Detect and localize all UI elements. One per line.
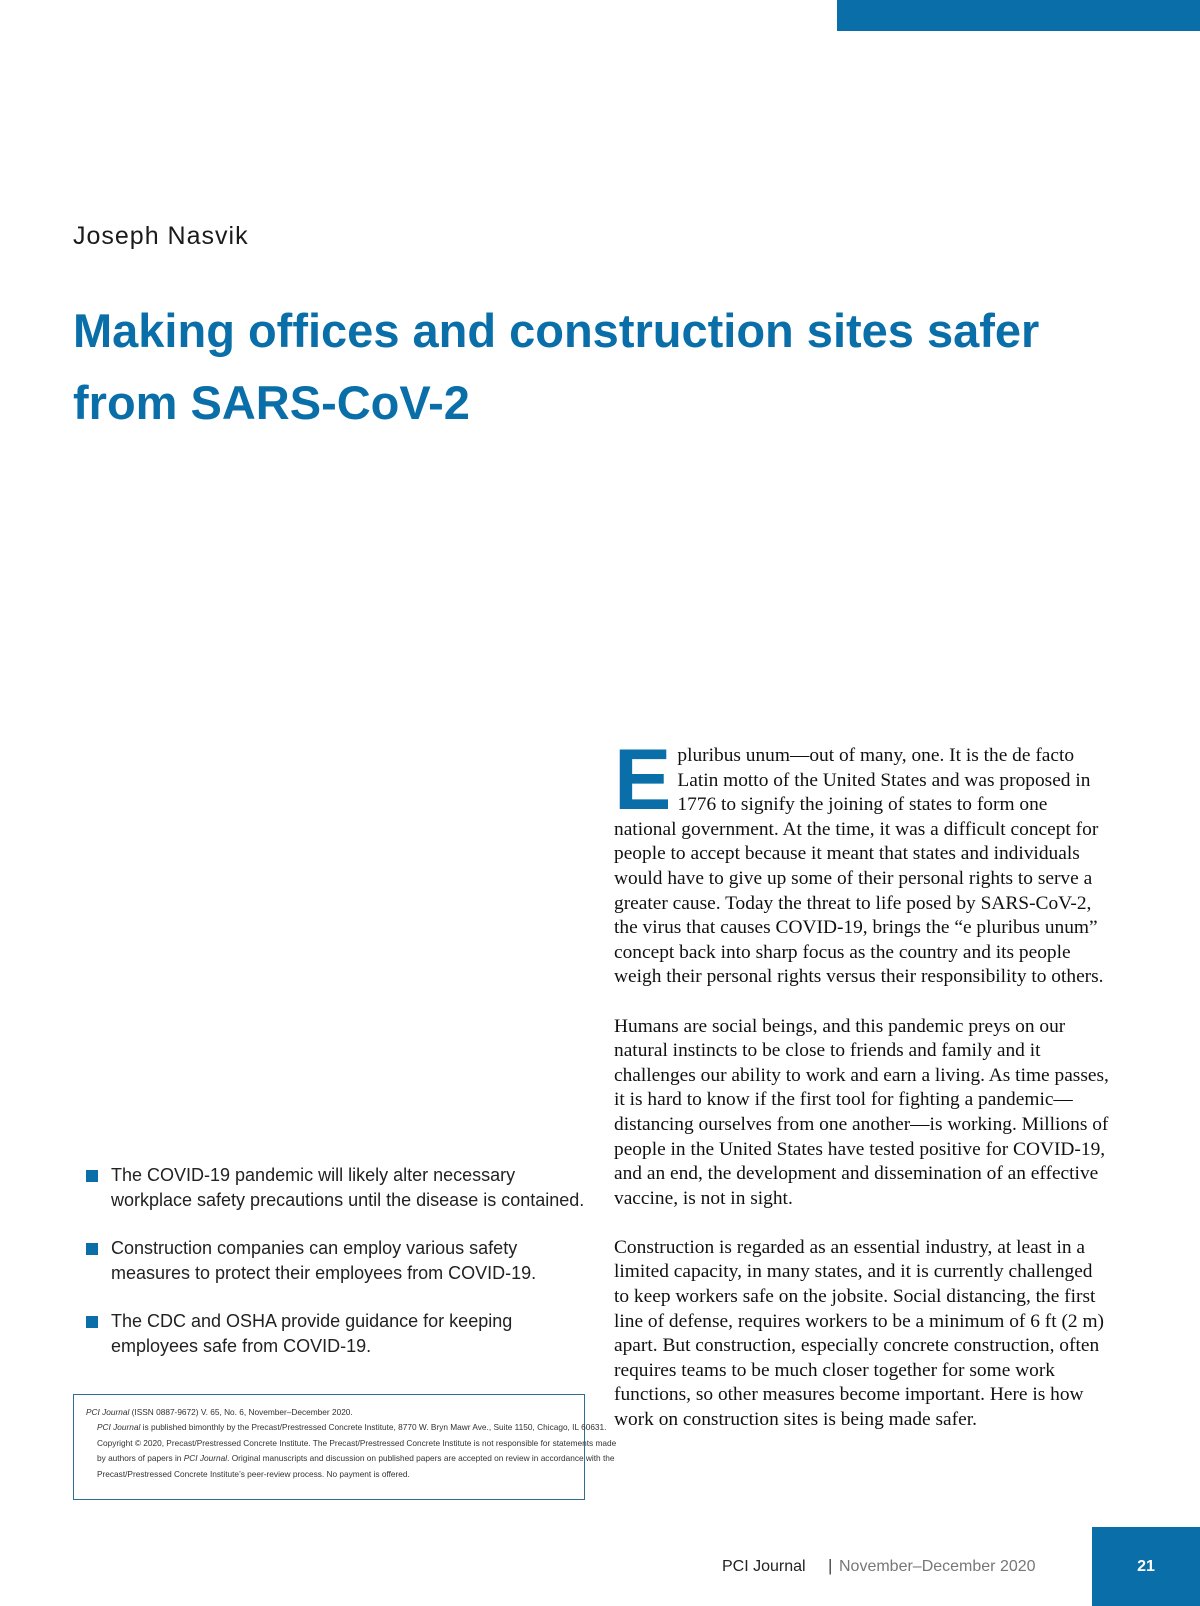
published-line: PCI Journal is published bimonthly by the Precast/Prestressed Concrete Institute, 8770 W. Bryn Mawr Ave., Suite 1150, Chicago, IL 60631. [97,1422,607,1433]
article-title: Making offices and construction sites safer from SARS-CoV-2 [73,304,1040,429]
highlight-text: The CDC and OSHA provide guidance for keeping employees safe from COVID-19. [111,1311,513,1356]
authors-line: by authors of papers in PCI Journal. Original manuscripts and discussion on published papers are accepted on review in accordance with the [97,1453,615,1464]
page-number: 21 [1137,1558,1155,1575]
square-bullet-icon [86,1316,98,1328]
issn-line: PCI Journal (ISSN 0887-9672) V. 65, No. 6, November–December 2020. [86,1407,353,1417]
article-body [614,732,1110,1457]
square-bullet-icon [86,1170,98,1182]
publication-info-box [73,1394,617,1500]
paragraph-1 [614,732,1110,990]
highlight-item [86,1236,586,1285]
highlight-text: The COVID-19 pandemic will likely alter necessary workplace safety precautions until the disease is contained. [111,1165,585,1210]
footer-separator: | [828,1556,833,1575]
square-bullet-icon [86,1243,98,1255]
copyright-line: Copyright © 2020, Precast/Prestressed Concrete Institute. The Precast/Prestressed Concrete Institute is not responsible for statements made [97,1437,617,1448]
footer-date: November–December 2020 [839,1558,1036,1575]
journal-name: PCI Journal [86,1407,130,1417]
footer-journal-name: PCI Journal [722,1558,806,1575]
highlights-list [86,1163,586,1383]
paragraph-3: Construction is regarded as an essential industry, at least in a limited capacity, in many states, and it is currently challenged to keep workers safe on the jobsite. Social distancing, the first line of defense, requires workers to be a minimum of 6 ft (2 m) apart. But construction, especially concrete construction, often requires teams to be much closer together for some work functions, so other measures become important. Here is how work on construction sites is being made safer. [614,1236,1105,1431]
highlight-item [86,1163,586,1212]
paragraph-1-text: pluribus unum—out of many, one. It is the de facto Latin motto of the United States and was proposed in 1776 to signify the joining of states to form one national government. At the time, it was a difficult concept for people to accept because it meant that states and individuals would have to give up some of their personal rights to serve a greater cause. Today the threat to life posed by SARS-CoV-2, the virus that causes COVID-19, brings the “e pluribus unum” concept back into sharp focus as the country and its people weigh their personal rights versus their responsibility to others. [614,745,1104,988]
dropcap-letter: E [614,732,672,828]
journal-name: PCI Journal [97,1422,141,1433]
author-name: Joseph Nasvik [73,222,249,250]
journal-name: PCI Journal [183,1453,228,1464]
paragraph-2: Humans are social beings, and this pandemic preys on our natural instincts to be close to friends and family and it challenges our ability to work and earn a living. As time passes, it is hard to know if the first tool for fighting a pandemic—distancing ourselves from one another—is working. Millions of people in the United States have tested positive for COVID-19, and an end, the development and dissemination of an effective vaccine, is not in sight. [614,1015,1109,1209]
top-accent-bar [837,0,1200,31]
highlight-text: Construction companies can employ various safety measures to protect their employees from COVID-19. [111,1238,537,1283]
highlight-item [86,1309,586,1358]
review-line: Precast/Prestressed Concrete Institute’s peer-review process. No payment is offered. [97,1468,410,1479]
page-number-box [1092,1527,1200,1606]
